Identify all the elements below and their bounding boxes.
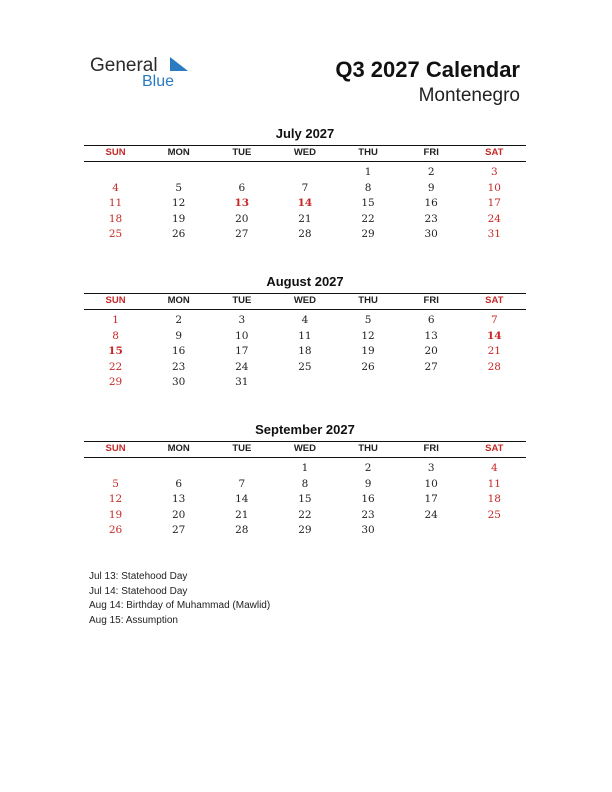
day-cell: 27 (172, 524, 186, 536)
day-cell: 7 (301, 181, 309, 194)
week-row (84, 196, 526, 212)
logo-text-blue: Blue (142, 73, 175, 90)
day-cell: 10 (487, 181, 501, 194)
day-cell: 13 (424, 329, 438, 342)
week-row (84, 329, 526, 345)
week-row (84, 508, 526, 524)
day-cell: 21 (298, 212, 312, 225)
day-cell: 13 (234, 197, 250, 209)
week-row (84, 344, 526, 360)
week-row (84, 461, 526, 477)
day-cell: 28 (235, 524, 249, 536)
day-cell: 7 (238, 477, 246, 490)
day-cell: 20 (172, 508, 186, 521)
day-cell: 29 (298, 524, 312, 536)
logo-text-general: General (90, 55, 158, 76)
day-cell: 14 (297, 197, 313, 209)
divider (84, 161, 526, 162)
week-row (84, 165, 526, 181)
day-cell: 6 (175, 477, 183, 490)
holiday-list (89, 570, 270, 628)
day-cell: 8 (364, 181, 372, 194)
day-cell: 12 (361, 329, 375, 342)
day-cell: 25 (487, 508, 501, 521)
day-cell: 18 (298, 345, 312, 357)
empty-day-cell (84, 461, 147, 477)
day-cell: 5 (175, 181, 183, 194)
day-cell: 11 (487, 477, 501, 490)
weekday-header-sat: SAT (485, 295, 504, 306)
week-row (84, 181, 526, 197)
month-september (84, 422, 526, 539)
day-cell: 15 (298, 493, 312, 505)
day-cell: 16 (361, 493, 375, 505)
weekday-header-thu: THU (358, 295, 378, 306)
day-cell: 23 (172, 360, 186, 373)
day-cell: 26 (172, 228, 186, 240)
day-cell: 27 (424, 360, 438, 373)
day-cell: 21 (235, 508, 249, 521)
weekday-header-sat: SAT (485, 147, 504, 158)
month-title: September 2027 (255, 422, 355, 437)
day-cell: 16 (424, 197, 438, 209)
day-cell: 21 (487, 345, 501, 357)
day-cell: 26 (361, 360, 375, 373)
holiday-item: Jul 13: Statehood Day (89, 571, 188, 582)
day-cell: 2 (175, 314, 183, 326)
day-cell: 31 (235, 376, 249, 388)
day-cell: 3 (427, 462, 435, 474)
week-row (84, 313, 526, 329)
empty-day-cell (273, 375, 336, 391)
weekday-header-wed: WED (293, 295, 317, 306)
day-cell: 17 (487, 197, 501, 209)
month-title: July 2027 (275, 126, 335, 141)
day-cell: 5 (112, 477, 119, 490)
day-cell: 18 (487, 493, 501, 505)
day-cell: 5 (364, 314, 372, 326)
day-cell: 4 (112, 181, 119, 194)
day-cell: 23 (424, 212, 438, 225)
empty-day-cell (400, 523, 463, 539)
day-cell: 22 (298, 508, 312, 521)
day-cell: 25 (108, 228, 123, 240)
month-august (84, 274, 526, 391)
day-cell: 3 (238, 314, 246, 326)
divider (84, 457, 526, 458)
weekday-header-mon: MON (167, 443, 190, 454)
day-cell: 2 (364, 462, 372, 474)
day-cell: 8 (112, 329, 119, 342)
day-cell: 19 (361, 345, 375, 357)
day-cell: 24 (235, 360, 249, 373)
week-row (84, 477, 526, 493)
empty-day-cell (84, 165, 147, 181)
day-cell: 20 (235, 212, 249, 225)
day-cell: 9 (175, 329, 183, 342)
month-july (84, 126, 526, 243)
day-cell: 8 (301, 477, 309, 490)
weekday-header-thu: THU (358, 147, 378, 158)
divider (84, 309, 526, 310)
day-cell: 29 (108, 376, 123, 388)
day-cell: 9 (364, 477, 372, 490)
day-cell: 18 (108, 212, 123, 225)
weekday-header-fri: FRI (423, 443, 439, 454)
day-cell: 16 (172, 345, 186, 357)
empty-day-cell (337, 375, 400, 391)
weekday-header-fri: FRI (423, 295, 439, 306)
holiday-item: Jul 14: Statehood Day (89, 585, 188, 597)
day-cell: 10 (424, 477, 438, 490)
day-cell: 17 (235, 345, 249, 357)
weekday-header-sun: SUN (105, 295, 126, 306)
day-cell: 20 (424, 345, 438, 357)
weekday-header-wed: WED (293, 147, 317, 158)
weekday-header-tue: TUE (232, 147, 252, 158)
day-cell: 24 (424, 508, 438, 521)
day-cell: 30 (172, 376, 186, 388)
day-cell: 4 (490, 462, 498, 474)
day-cell: 30 (361, 524, 375, 536)
day-cell: 28 (487, 360, 501, 373)
week-row (84, 523, 526, 539)
week-row (84, 227, 526, 243)
day-cell: 11 (108, 197, 123, 209)
day-cell: 4 (301, 314, 309, 326)
empty-day-cell (400, 375, 463, 391)
day-cell: 12 (172, 197, 186, 209)
empty-day-cell (147, 461, 210, 477)
country-name: Montenegro (418, 85, 520, 106)
day-cell: 24 (487, 212, 501, 225)
day-cell: 19 (108, 508, 123, 521)
day-grid (84, 313, 526, 391)
day-cell: 7 (490, 314, 498, 326)
day-cell: 2 (427, 166, 435, 178)
weekday-header-sun: SUN (105, 443, 126, 454)
week-row (84, 212, 526, 228)
weekday-header-row (84, 442, 526, 456)
week-row (84, 492, 526, 508)
day-cell: 19 (172, 212, 186, 225)
day-cell: 22 (361, 212, 375, 225)
weekday-header-sat: SAT (485, 443, 504, 454)
empty-day-cell (210, 461, 273, 477)
day-cell: 28 (298, 228, 312, 240)
holiday-item: Aug 15: Assumption (89, 614, 178, 626)
day-cell: 14 (487, 329, 502, 342)
empty-day-cell (273, 165, 336, 181)
day-cell: 1 (112, 314, 119, 326)
empty-day-cell (210, 165, 273, 181)
weekday-header-mon: MON (167, 295, 190, 306)
day-cell: 6 (427, 314, 435, 326)
day-cell: 12 (108, 493, 123, 505)
weekday-header-thu: THU (358, 443, 378, 454)
weekday-header-mon: MON (167, 147, 190, 158)
day-cell: 31 (487, 228, 501, 240)
day-cell: 10 (235, 329, 249, 342)
day-cell: 15 (108, 345, 123, 357)
weekday-header-sun: SUN (105, 147, 126, 158)
day-cell: 6 (238, 181, 246, 194)
week-row (84, 375, 526, 391)
day-grid (84, 461, 526, 539)
weekday-header-wed: WED (293, 443, 317, 454)
week-row (84, 360, 526, 376)
day-cell: 17 (424, 493, 438, 505)
empty-day-cell (463, 375, 526, 391)
day-cell: 13 (172, 493, 186, 505)
day-cell: 14 (235, 493, 249, 505)
day-cell: 25 (298, 360, 312, 373)
weekday-header-fri: FRI (423, 147, 439, 158)
weekday-header-tue: TUE (232, 443, 252, 454)
day-cell: 1 (364, 166, 372, 178)
day-cell: 30 (424, 228, 438, 240)
holiday-item: Aug 14: Birthday of Muhammad (Mawlid) (89, 600, 271, 611)
day-cell: 1 (301, 462, 309, 474)
weekday-header-tue: TUE (232, 295, 252, 306)
day-cell: 27 (235, 228, 249, 240)
day-grid (84, 165, 526, 243)
month-title: August 2027 (266, 274, 344, 289)
weekday-header-row (84, 294, 526, 308)
day-cell: 23 (361, 508, 375, 521)
empty-day-cell (147, 165, 210, 181)
empty-day-cell (463, 523, 526, 539)
day-cell: 15 (361, 197, 375, 209)
weekday-header-row (84, 146, 526, 160)
page-title: Q3 2027 Calendar (335, 57, 520, 82)
day-cell: 29 (361, 228, 375, 240)
day-cell: 22 (108, 360, 123, 373)
day-cell: 3 (490, 166, 498, 178)
day-cell: 11 (298, 329, 312, 342)
day-cell: 9 (427, 181, 435, 194)
day-cell: 26 (108, 524, 123, 536)
